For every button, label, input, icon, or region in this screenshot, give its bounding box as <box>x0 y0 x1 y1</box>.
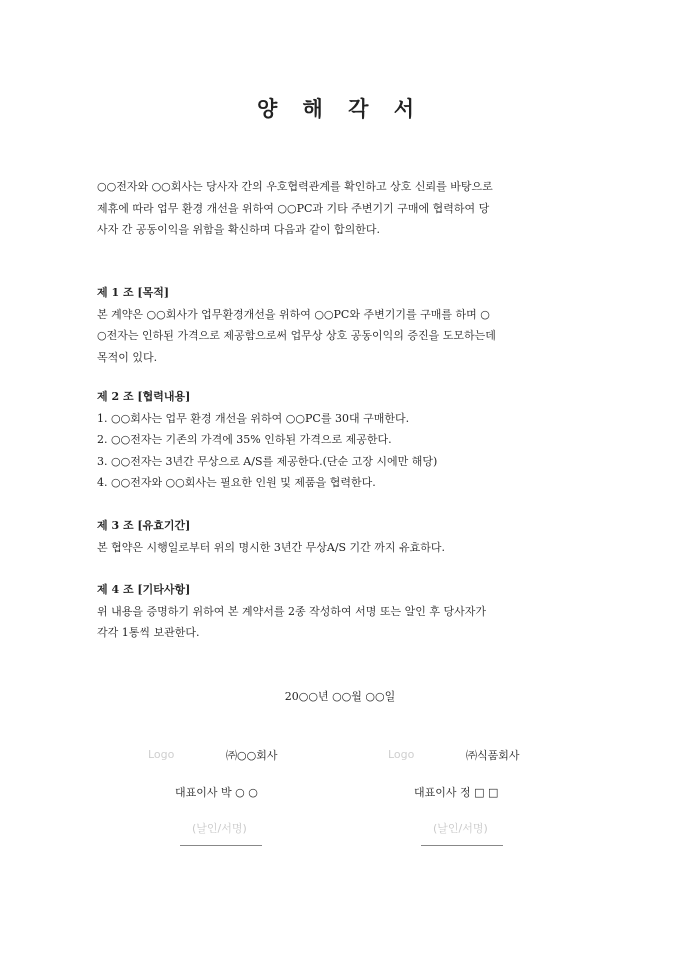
article-line: 2. ○○전자는 기존의 가격에 35% 인하된 가격으로 제공한다. <box>97 433 392 446</box>
article-line: 본 계약은 ○○회사가 업무환경개선을 위하여 ○○PC와 주변기기를 구매를 하며 ○ <box>97 307 490 321</box>
intro-line: ○○전자와 ○○회사는 당사자 간의 우호협력관계를 확인하고 상호 신뢰를 바탕으로 <box>97 180 493 193</box>
intro-paragraph <box>97 176 585 241</box>
party-2-company: ㈜식품회사 <box>466 749 520 762</box>
article-2 <box>97 386 585 494</box>
article-1 <box>97 282 585 368</box>
article-line: ○전자는 인하된 가격으로 제공함으로써 업무상 상호 공동이익의 증진을 도모하는데 <box>97 329 496 342</box>
document-title: 양 해 각 서 <box>256 96 424 121</box>
article-line: 1. ○○회사는 업무 환경 개선을 위하여 ○○PC를 30대 구매한다. <box>97 411 410 425</box>
party-1-representative: 대표이사 박 ○ ○ <box>175 786 258 799</box>
article-heading: 제 3 조 [유효기간] <box>97 519 191 532</box>
party-1-logo: Logo <box>148 748 175 761</box>
party-1-company: ㈜○○회사 <box>226 749 278 762</box>
article-heading: 제 1 조 [목적] <box>97 286 170 299</box>
article-heading: 제 4 조 [기타사항] <box>97 583 191 596</box>
article-line: 목적이 있다. <box>97 350 158 364</box>
article-line: 3. ○○전자는 3년간 무상으로 A/S를 제공한다.(단순 고장 시에만 해당) <box>97 454 438 468</box>
contract-date: 20○○년 ○○월 ○○일 <box>284 690 396 703</box>
article-line: 본 협약은 시행일로부터 위의 명시한 3년간 무상A/S 기간 까지 유효하다. <box>97 540 446 554</box>
article-line: 각각 1통씩 보관한다. <box>97 626 200 639</box>
intro-line: 제휴에 따라 업무 환경 개선을 위하여 ○○PC과 기타 주변기기 구매에 협력하여 당 <box>97 201 490 215</box>
party-2-seal-placeholder: (날인/서명) <box>433 822 488 835</box>
article-3 <box>97 515 585 558</box>
party-2-signature-line <box>421 845 503 846</box>
party-2-logo: Logo <box>388 748 415 761</box>
article-line: 위 내용을 증명하기 위하여 본 계약서를 2종 작성하여 서명 또는 알인 후 당사자가 <box>97 604 486 618</box>
party-1-seal-placeholder: (날인/서명) <box>192 822 247 835</box>
intro-line: 사자 간 공동이익을 위함을 확신하며 다음과 같이 합의한다. <box>97 223 380 236</box>
party-1-signature-line <box>180 845 262 846</box>
article-4 <box>97 579 585 644</box>
article-heading: 제 2 조 [협력내용] <box>97 390 191 403</box>
article-line: 4. ○○전자와 ○○회사는 필요한 인원 및 제품을 협력한다. <box>97 476 376 489</box>
party-2-representative: 대표이사 정 □ □ <box>414 786 499 799</box>
